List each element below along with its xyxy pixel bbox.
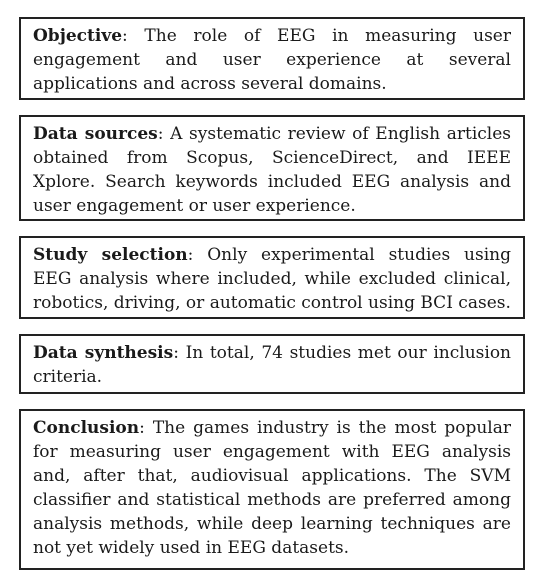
- data-sources-text: A systematic review of English articles obtained from Scopus, ScienceDirect, and IEEE Xplore. Search keywords included EEG analysis and user engagement or user experience.: [33, 124, 511, 216]
- data-synthesis-box: [19, 334, 525, 394]
- study-selection-colon: :: [187, 245, 208, 265]
- data-synthesis-text: In total, 74 studies met our inclusion criteria.: [33, 343, 512, 387]
- conclusion-box: [19, 409, 525, 570]
- objective-box: [19, 17, 525, 100]
- conclusion-heading: Conclusion: [33, 418, 140, 438]
- study-selection-box: [19, 236, 525, 319]
- study-selection-text: Only experimental studies using EEG analysis where included, while excluded clinical, robotics, driving, or automatic control using BCI cases.: [33, 245, 511, 313]
- objective-colon: :: [122, 26, 145, 46]
- data-sources-colon: :: [157, 124, 171, 144]
- objective-text: The role of EEG in measuring user engagement and user experience at several applications and across several domains.: [33, 26, 511, 94]
- data-synthesis-heading: Data synthesis: [33, 343, 174, 363]
- conclusion-text: The games industry is the most popular for measuring user engagement with EEG analysis and, after that, audiovisual applications. The SVM classifier and statistical methods are preferred among analysis methods, while deep learning techniques are not yet widely used in EEG datasets.: [33, 418, 511, 558]
- study-selection-heading: Study selection: [33, 245, 188, 265]
- objective-heading: Objective: [33, 26, 123, 46]
- data-synthesis-colon: :: [173, 343, 186, 363]
- data-sources-box: [19, 115, 525, 221]
- data-sources-heading: Data sources: [33, 124, 158, 144]
- conclusion-colon: :: [139, 418, 153, 438]
